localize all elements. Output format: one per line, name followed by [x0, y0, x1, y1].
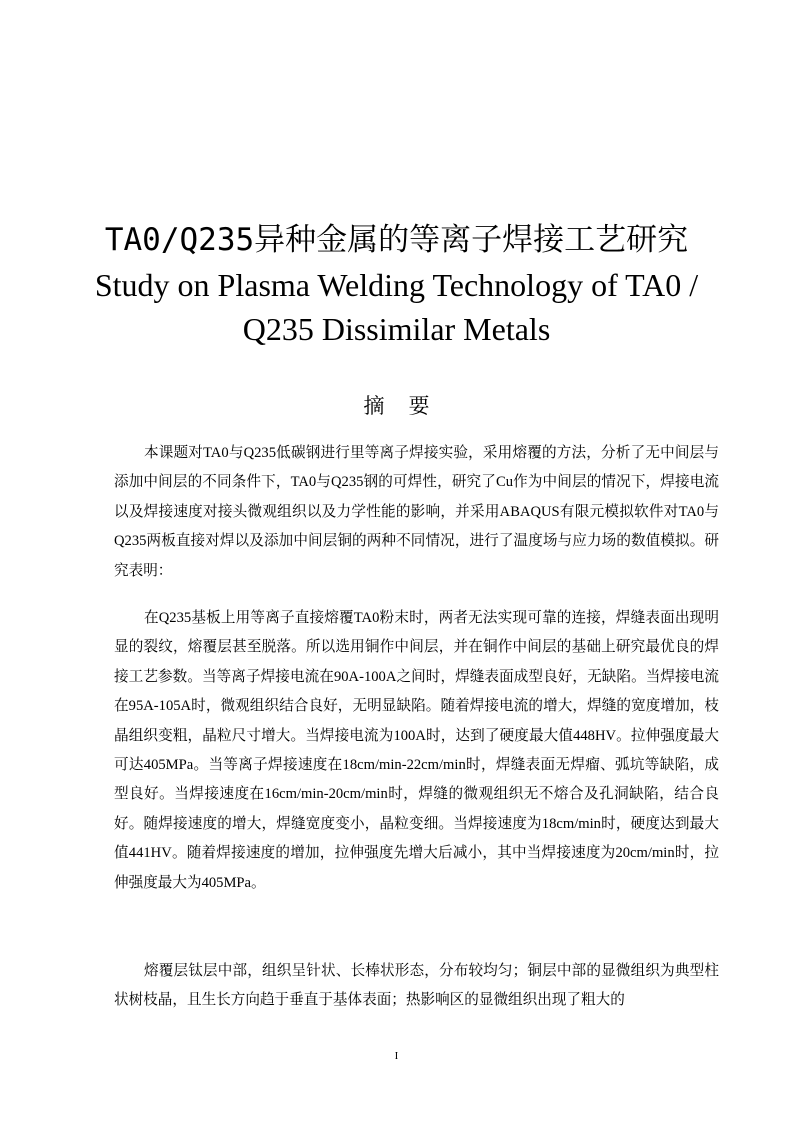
chinese-title: TA0/Q235异种金属的等离子焊接工艺研究	[104, 222, 689, 258]
abstract-paragraph: 本课题对TA0与Q235低碳钢进行里等离子焊接实验，采用熔覆的方法，分析了无中间层与添加中间层的不同条件下，TA0与Q235钢的可焊性，研究了Cu作为中间层的情况下，焊接电流以及焊接速度对接头微观组织以及力学性能的影响，并采用ABAQUS有限元模拟软件对TA0与Q235两板直接对焊以及添加中间层铜的两种不同情况，进行了温度场与应力场的数值模拟。研究表明：	[114, 445, 719, 579]
page-number: I	[394, 1050, 399, 1062]
abstract-heading: 摘要	[363, 394, 454, 418]
abstract-paragraph: 在Q235基板上用等离子直接熔覆TA0粉末时，两者无法实现可靠的连接，焊缝表面出现明显的裂纹，熔覆层甚至脱落。所以选用铜作中间层，并在铜作中间层的基础上研究最优良的焊接工艺参数。当等离子焊接电流在90A-100A之间时，焊缝表面成型良好，无缺陷。当焊接电流在95A-105A时，微观组织结合良好，无明显缺陷。随着焊接电流的增大，焊缝的宽度增加，枝晶组织变粗，晶粒尺寸增大。当焊接电流为100A时，达到了硬度最大值448HV。拉伸强度最大可达405MPa。当等离子焊接速度在18cm/min-22cm/min时，焊缝表面无焊瘤、弧坑等缺陷，成型良好。当焊接速度在16cm/min-20cm/min时，焊缝的微观组织无不熔合及孔洞缺陷，结合良好。随焊接速度的增大，焊缝宽度变小，晶粒变细。当焊接速度为18cm/min时，硬度达到最大值441HV。随着焊接速度的增加，拉伸强度先增大后减小，其中当焊接速度为20cm/min时，拉伸强度最大为405MPa。	[114, 610, 719, 891]
abstract-paragraph: 熔覆层钛层中部，组织呈针状、长棒状形态，分布较均匀；铜层中部的显微组织为典型柱状树枝晶，且生长方向趋于垂直于基体表面；热影响区的显微组织出现了粗大的	[114, 963, 719, 1009]
english-title: Study on Plasma Welding Technology of TA0 / Q235 Dissimilar Metals	[94, 267, 699, 347]
